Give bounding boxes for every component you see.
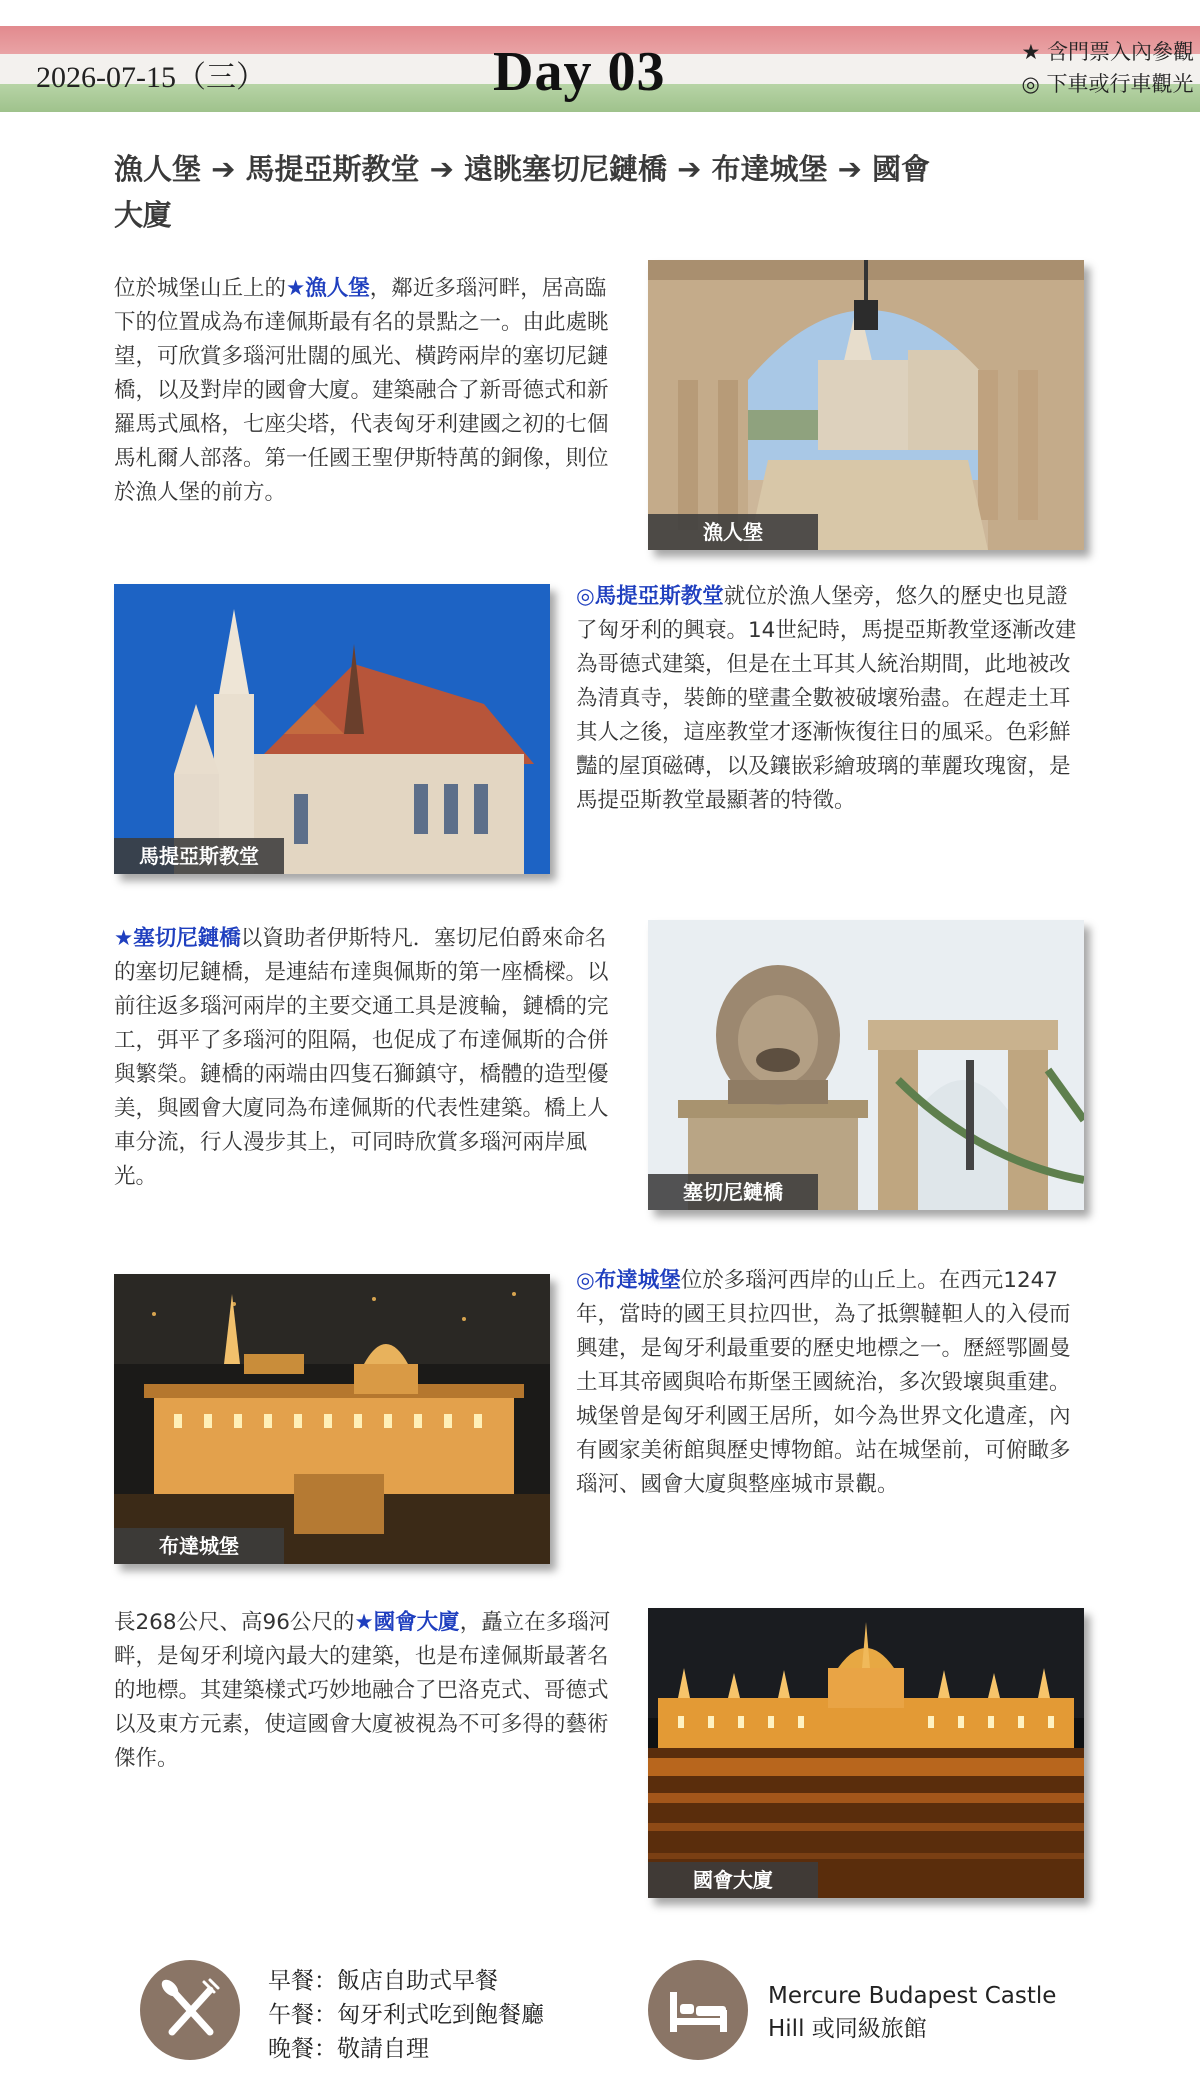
section-text-fishermans-bastion xyxy=(114,272,624,510)
attraction-name: ★漁人堡 xyxy=(286,276,370,301)
hotel-alternative: Hill 或同級旅館 xyxy=(768,2016,927,2042)
section-text-buda-castle xyxy=(576,1264,1088,1502)
day-header-banner xyxy=(0,26,1200,112)
attraction-description: ，矗立在多瑙河畔，是匈牙利境內最大的建築，也是布達佩斯最著名的地標。其建築樣式巧妙地融合了巴洛克式、哥德式以及東方元素，使這國會大廈被視為不可多得的藝術傑作。 xyxy=(114,1610,611,1771)
attraction-name: ★國會大廈 xyxy=(354,1610,460,1635)
chain-bridge-image xyxy=(648,920,1084,1210)
attraction-name: ◎馬提亞斯教堂 xyxy=(576,584,724,609)
hotel-name: Mercure Budapest Castle xyxy=(768,1983,1057,2009)
route-summary: 漁人堡 ➔ 馬提亞斯教堂 ➔ 遠眺塞切尼鏈橋 ➔ 布達城堡 ➔ 國會大廈 xyxy=(114,152,930,232)
legend-entry-drive-by: ◎ 下車或行車觀光 xyxy=(1021,72,1194,96)
photo-chain-bridge xyxy=(648,920,1084,1210)
meal-plan xyxy=(268,1964,544,2066)
fork-knife-icon xyxy=(140,1960,240,2060)
section-text-chain-bridge xyxy=(114,922,624,1194)
matthias-church-image xyxy=(114,584,550,874)
photo-caption: 國會大廈 xyxy=(648,1862,818,1898)
photo-caption: 布達城堡 xyxy=(114,1528,284,1564)
lunch-info: 午餐：匈牙利式吃到飽餐廳 xyxy=(268,2002,544,2028)
trip-date: 2026-07-15（三） xyxy=(36,61,266,94)
parliament-image xyxy=(648,1608,1084,1898)
section-text-parliament xyxy=(114,1606,624,1776)
fishermans-bastion-image xyxy=(648,260,1084,550)
attraction-description: ，鄰近多瑙河畔，居高臨下的位置成為布達佩斯最有名的景點之一。由此處眺望，可欣賞多瑙河壯闊的風光、橫跨兩岸的塞切尼鏈橋，以及對岸的國會大廈。建築融合了新哥德式和新羅馬式風格，七座尖塔，代表匈牙利建國之初的七個馬札爾人部落。第一任國王聖伊斯特萬的銅像，則位於漁人堡的前方。 xyxy=(114,276,609,505)
dinner-info: 晚餐：敬請自理 xyxy=(268,2036,429,2062)
photo-caption: 馬提亞斯教堂 xyxy=(114,838,284,874)
photo-buda-castle xyxy=(114,1274,550,1564)
photo-fishermans-bastion xyxy=(648,260,1084,550)
attraction-description: 位於多瑙河西岸的山丘上。在西元1247年，當時的國王貝拉四世，為了抵禦韃靼人的入侵而興建，是匈牙利最重要的歷史地標之一。歷經鄂圖曼土耳其帝國與哈布斯堡王國統治，多次毀壞與重建。城堡曾是匈牙利國王居所，如今為世界文化遺產，內有國家美術館與歷史博物館。站在城堡前，可俯瞰多瑙河、國會大廈與整座城市景觀。 xyxy=(576,1268,1071,1497)
legend-entry-ticket: ★ 含門票入內參觀 xyxy=(1021,40,1194,64)
bed-icon xyxy=(648,1960,748,2060)
hotel-info xyxy=(768,1980,1098,2046)
text-prefix: 長268公尺、高96公尺的 xyxy=(114,1610,355,1635)
section-text-matthias-church xyxy=(576,580,1088,818)
breakfast-info: 早餐：飯店自助式早餐 xyxy=(268,1968,498,1994)
text-prefix: 位於城堡山丘上的 xyxy=(114,276,287,301)
symbol-legend xyxy=(1021,36,1194,100)
photo-caption: 漁人堡 xyxy=(648,514,818,550)
attraction-name: ◎布達城堡 xyxy=(576,1268,681,1293)
day-title: Day 03 xyxy=(493,41,666,103)
attraction-name: ★塞切尼鏈橋 xyxy=(114,926,241,951)
photo-matthias-church xyxy=(114,584,550,874)
attraction-description: 就位於漁人堡旁，悠久的歷史也見證了匈牙利的興衰。14世紀時，馬提亞斯教堂逐漸改建為哥德式建築，但是在土耳其人統治期間，此地被改為清真寺，裝飾的壁畫全數被破壞殆盡。在趕走土耳其人之後，這座教堂才逐漸恢復往日的風采。色彩鮮豔的屋頂磁磚，以及鑲嵌彩繪玻璃的華麗玫瑰窗，是馬提亞斯教堂最顯著的特徵。 xyxy=(576,584,1077,813)
buda-castle-image xyxy=(114,1274,550,1564)
photo-parliament xyxy=(648,1608,1084,1898)
attraction-description: 以資助者伊斯特凡．塞切尼伯爵來命名的塞切尼鏈橋，是連結布達與佩斯的第一座橋樑。以前往返多瑙河兩岸的主要交通工具是渡輪，鏈橋的完工，弭平了多瑙河的阻隔，也促成了布達佩斯的合併與繁榮。鏈橋的兩端由四隻石獅鎮守，橋體的造型優美，與國會大廈同為布達佩斯的代表性建築。橋上人車分流，行人漫步其上，可同時欣賞多瑙河兩岸風光。 xyxy=(114,926,609,1189)
photo-caption: 塞切尼鏈橋 xyxy=(648,1174,818,1210)
